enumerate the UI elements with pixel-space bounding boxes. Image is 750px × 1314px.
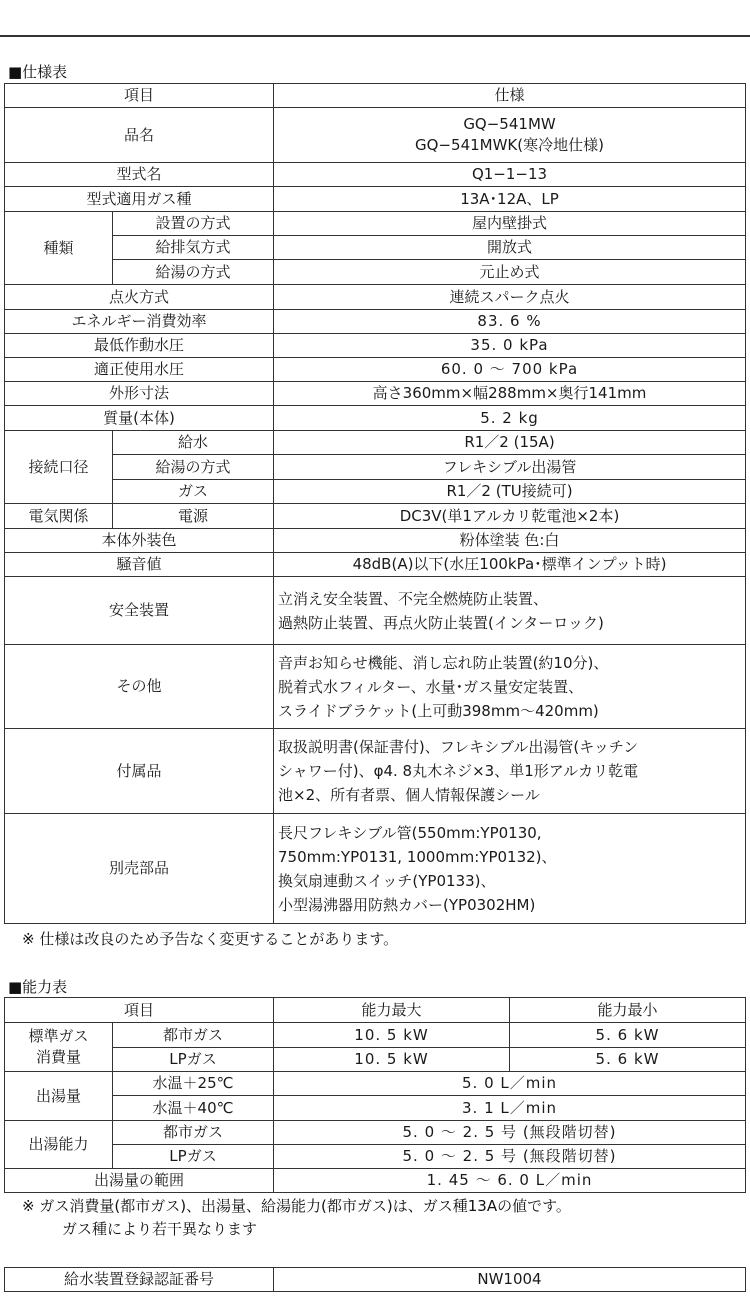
header-item: 項目 bbox=[5, 84, 274, 108]
table-row bbox=[5, 645, 746, 729]
spec-table-title: ■仕様表 bbox=[8, 63, 68, 81]
flow-t25-value: 5. 0 L／min bbox=[274, 1072, 746, 1096]
table-row bbox=[5, 1268, 746, 1292]
certification-label: 給水装置登録認証番号 bbox=[5, 1268, 274, 1292]
cap-header-max: 能力最大 bbox=[274, 998, 510, 1023]
table-row bbox=[5, 814, 746, 924]
table-row bbox=[5, 998, 746, 1023]
model-name-value: Q1−1−13 bbox=[274, 163, 746, 187]
optional-parts-line: 小型湯沸器用防熱カバー(YP0302HM) bbox=[278, 895, 536, 914]
optional-parts-value bbox=[274, 814, 746, 924]
accessories-line: 池×2、所有者票、個人情報保護シール bbox=[278, 786, 540, 804]
city-gas-label: 都市ガス bbox=[113, 1023, 274, 1048]
color-value: 粉体塗装 色:白 bbox=[274, 529, 746, 553]
others-line: 脱着式水フィルター、水量･ガス量安定装置、 bbox=[278, 677, 584, 696]
optional-parts-line: 長尺フレキシブル管(550mm:YP0130, bbox=[278, 823, 542, 842]
capacity-table-title: ■能力表 bbox=[8, 978, 68, 996]
table-row bbox=[5, 285, 746, 310]
power-value: DC3V(単1アルカリ乾電池×2本) bbox=[274, 504, 746, 529]
table-row bbox=[5, 236, 746, 260]
gas-connection-label: ガス bbox=[113, 480, 274, 504]
product-name-line: GQ−541MWK(寒冷地仕様) bbox=[415, 136, 604, 154]
table-row bbox=[5, 108, 746, 163]
lp-gas-min: 5. 6 kW bbox=[510, 1048, 746, 1072]
table-row bbox=[5, 260, 746, 285]
others-line: 音声お知らせ機能、消し忘れ防止装置(約10分)、 bbox=[278, 653, 609, 672]
table-row bbox=[5, 577, 746, 645]
mass-label: 質量(本体) bbox=[5, 406, 274, 431]
exhaust-value: 開放式 bbox=[274, 236, 746, 260]
flow-t40-value: 3. 1 L／min bbox=[274, 1096, 746, 1121]
table-row bbox=[5, 334, 746, 358]
capacity-group-label: 出湯能力 bbox=[5, 1121, 113, 1169]
ignition-value: 連続スパーク点火 bbox=[274, 285, 746, 310]
gas-type-value: 13A･12A、LP bbox=[274, 187, 746, 212]
water-connection-label: 給水 bbox=[113, 431, 274, 455]
optional-parts-line: 換気扇連動スイッチ(YP0133)、 bbox=[278, 871, 496, 890]
safety-line: 過熱防止装置、再点火防止装置(インターロック) bbox=[278, 613, 604, 632]
table-row bbox=[5, 455, 746, 480]
optional-parts-line: 750mm:YP0131, 1000mm:YP0132)、 bbox=[278, 847, 557, 866]
installation-label: 設置の方式 bbox=[113, 212, 274, 236]
hot-water-method-value: 元止め式 bbox=[274, 260, 746, 285]
safety-value bbox=[274, 577, 746, 645]
table-row bbox=[5, 729, 746, 814]
installation-value: 屋内壁掛式 bbox=[274, 212, 746, 236]
cap-header-min: 能力最小 bbox=[510, 998, 746, 1023]
city-gas-min: 5. 6 kW bbox=[510, 1023, 746, 1048]
others-label: その他 bbox=[5, 645, 274, 729]
table-row bbox=[5, 310, 746, 334]
color-label: 本体外装色 bbox=[5, 529, 274, 553]
certification-table bbox=[4, 1267, 746, 1292]
table-row bbox=[5, 84, 746, 108]
accessories-label: 付属品 bbox=[5, 729, 274, 814]
dimensions-value: 高さ360mm×幅288mm×奥行141mm bbox=[274, 382, 746, 406]
safety-line: 立消え安全装置、不完全燃焼防止装置、 bbox=[278, 589, 549, 608]
spec-table bbox=[4, 83, 746, 924]
table-row bbox=[5, 529, 746, 553]
capacity-city-label: 都市ガス bbox=[113, 1121, 274, 1145]
type-group-label: 種類 bbox=[5, 212, 113, 285]
product-name-label: 品名 bbox=[5, 108, 274, 163]
gas-consumption-group-line: 消費量 bbox=[35, 1048, 81, 1066]
table-row bbox=[5, 553, 746, 577]
water-connection-value: R1／2 (15A) bbox=[274, 431, 746, 455]
others-value bbox=[274, 645, 746, 729]
efficiency-value: 83. 6 % bbox=[274, 310, 746, 334]
product-name-value bbox=[274, 108, 746, 163]
table-row bbox=[5, 187, 746, 212]
table-row bbox=[5, 1121, 746, 1145]
capacity-lp-value: 5. 0 ～ 2. 5 号 (無段階切替) bbox=[274, 1145, 746, 1169]
proper-pressure-label: 適正使用水圧 bbox=[5, 358, 274, 382]
table-row bbox=[5, 504, 746, 529]
gas-consumption-group-label bbox=[5, 1023, 113, 1072]
table-row bbox=[5, 1023, 746, 1048]
capacity-table bbox=[4, 997, 746, 1193]
table-row bbox=[5, 1072, 746, 1096]
table-row bbox=[5, 1145, 746, 1169]
table-row bbox=[5, 1169, 746, 1193]
noise-label: 騒音値 bbox=[5, 553, 274, 577]
min-pressure-label: 最低作動水圧 bbox=[5, 334, 274, 358]
hot-water-connection-label: 給湯の方式 bbox=[113, 455, 274, 480]
flow-t40-label: 水温＋40℃ bbox=[113, 1096, 274, 1121]
capacity-city-value: 5. 0 ～ 2. 5 号 (無段階切替) bbox=[274, 1121, 746, 1145]
table-row bbox=[5, 431, 746, 455]
flow-t25-label: 水温＋25℃ bbox=[113, 1072, 274, 1096]
table-row bbox=[5, 406, 746, 431]
electrical-group-label: 電気関係 bbox=[5, 504, 113, 529]
accessories-line: シャワー付)、φ4. 8丸木ネジ×3、単1形アルカリ乾電 bbox=[278, 762, 639, 780]
min-pressure-value: 35. 0 kPa bbox=[274, 334, 746, 358]
flow-group-label: 出湯量 bbox=[5, 1072, 113, 1121]
dimensions-label: 外形寸法 bbox=[5, 382, 274, 406]
mass-value: 5. 2 kg bbox=[274, 406, 746, 431]
table-row bbox=[5, 1096, 746, 1121]
accessories-value bbox=[274, 729, 746, 814]
accessories-line: 取扱説明書(保証書付)、フレキシブル出湯管(キッチン bbox=[278, 738, 639, 756]
table-row bbox=[5, 1048, 746, 1072]
connection-group-label: 接続口径 bbox=[5, 431, 113, 504]
others-line: スライドブラケット(上可動398mm～420mm) bbox=[278, 701, 599, 720]
capacity-note-line1: ※ ガス消費量(都市ガス)、出湯量、給湯能力(都市ガス)は、ガス種13Aの値です。 bbox=[22, 1197, 571, 1215]
noise-value: 48dB(A)以下(水圧100kPa･標準インプット時) bbox=[274, 553, 746, 577]
flow-range-label: 出湯量の範囲 bbox=[5, 1169, 274, 1193]
model-name-label: 型式名 bbox=[5, 163, 274, 187]
optional-parts-label: 別売部品 bbox=[5, 814, 274, 924]
certification-value: NW1004 bbox=[274, 1268, 746, 1292]
hot-water-method-label: 給湯の方式 bbox=[113, 260, 274, 285]
cap-header-item: 項目 bbox=[5, 998, 274, 1023]
table-row bbox=[5, 212, 746, 236]
table-row bbox=[5, 358, 746, 382]
efficiency-label: エネルギー消費効率 bbox=[5, 310, 274, 334]
proper-pressure-value: 60. 0 ～ 700 kPa bbox=[274, 358, 746, 382]
exhaust-label: 給排気方式 bbox=[113, 236, 274, 260]
power-label: 電源 bbox=[113, 504, 274, 529]
hot-water-connection-value: フレキシブル出湯管 bbox=[274, 455, 746, 480]
flow-range-value: 1. 45 ～ 6. 0 L／min bbox=[274, 1169, 746, 1193]
lp-gas-label: LPガス bbox=[113, 1048, 274, 1072]
product-name-line: GQ−541MW bbox=[463, 115, 556, 133]
gas-connection-value: R1／2 (TU接続可) bbox=[274, 480, 746, 504]
table-row bbox=[5, 163, 746, 187]
table-row bbox=[5, 480, 746, 504]
gas-type-label: 型式適用ガス種 bbox=[5, 187, 274, 212]
header-spec: 仕様 bbox=[274, 84, 746, 108]
gas-consumption-group-line: 標準ガス bbox=[28, 1027, 89, 1045]
capacity-note-line2: ガス種により若干異なります bbox=[62, 1220, 258, 1238]
table-row bbox=[5, 382, 746, 406]
ignition-label: 点火方式 bbox=[5, 285, 274, 310]
safety-label: 安全装置 bbox=[5, 577, 274, 645]
capacity-lp-label: LPガス bbox=[113, 1145, 274, 1169]
city-gas-max: 10. 5 kW bbox=[274, 1023, 510, 1048]
spec-note: ※ 仕様は改良のため予告なく変更することがあります。 bbox=[22, 930, 399, 948]
top-divider bbox=[0, 35, 750, 37]
lp-gas-max: 10. 5 kW bbox=[274, 1048, 510, 1072]
